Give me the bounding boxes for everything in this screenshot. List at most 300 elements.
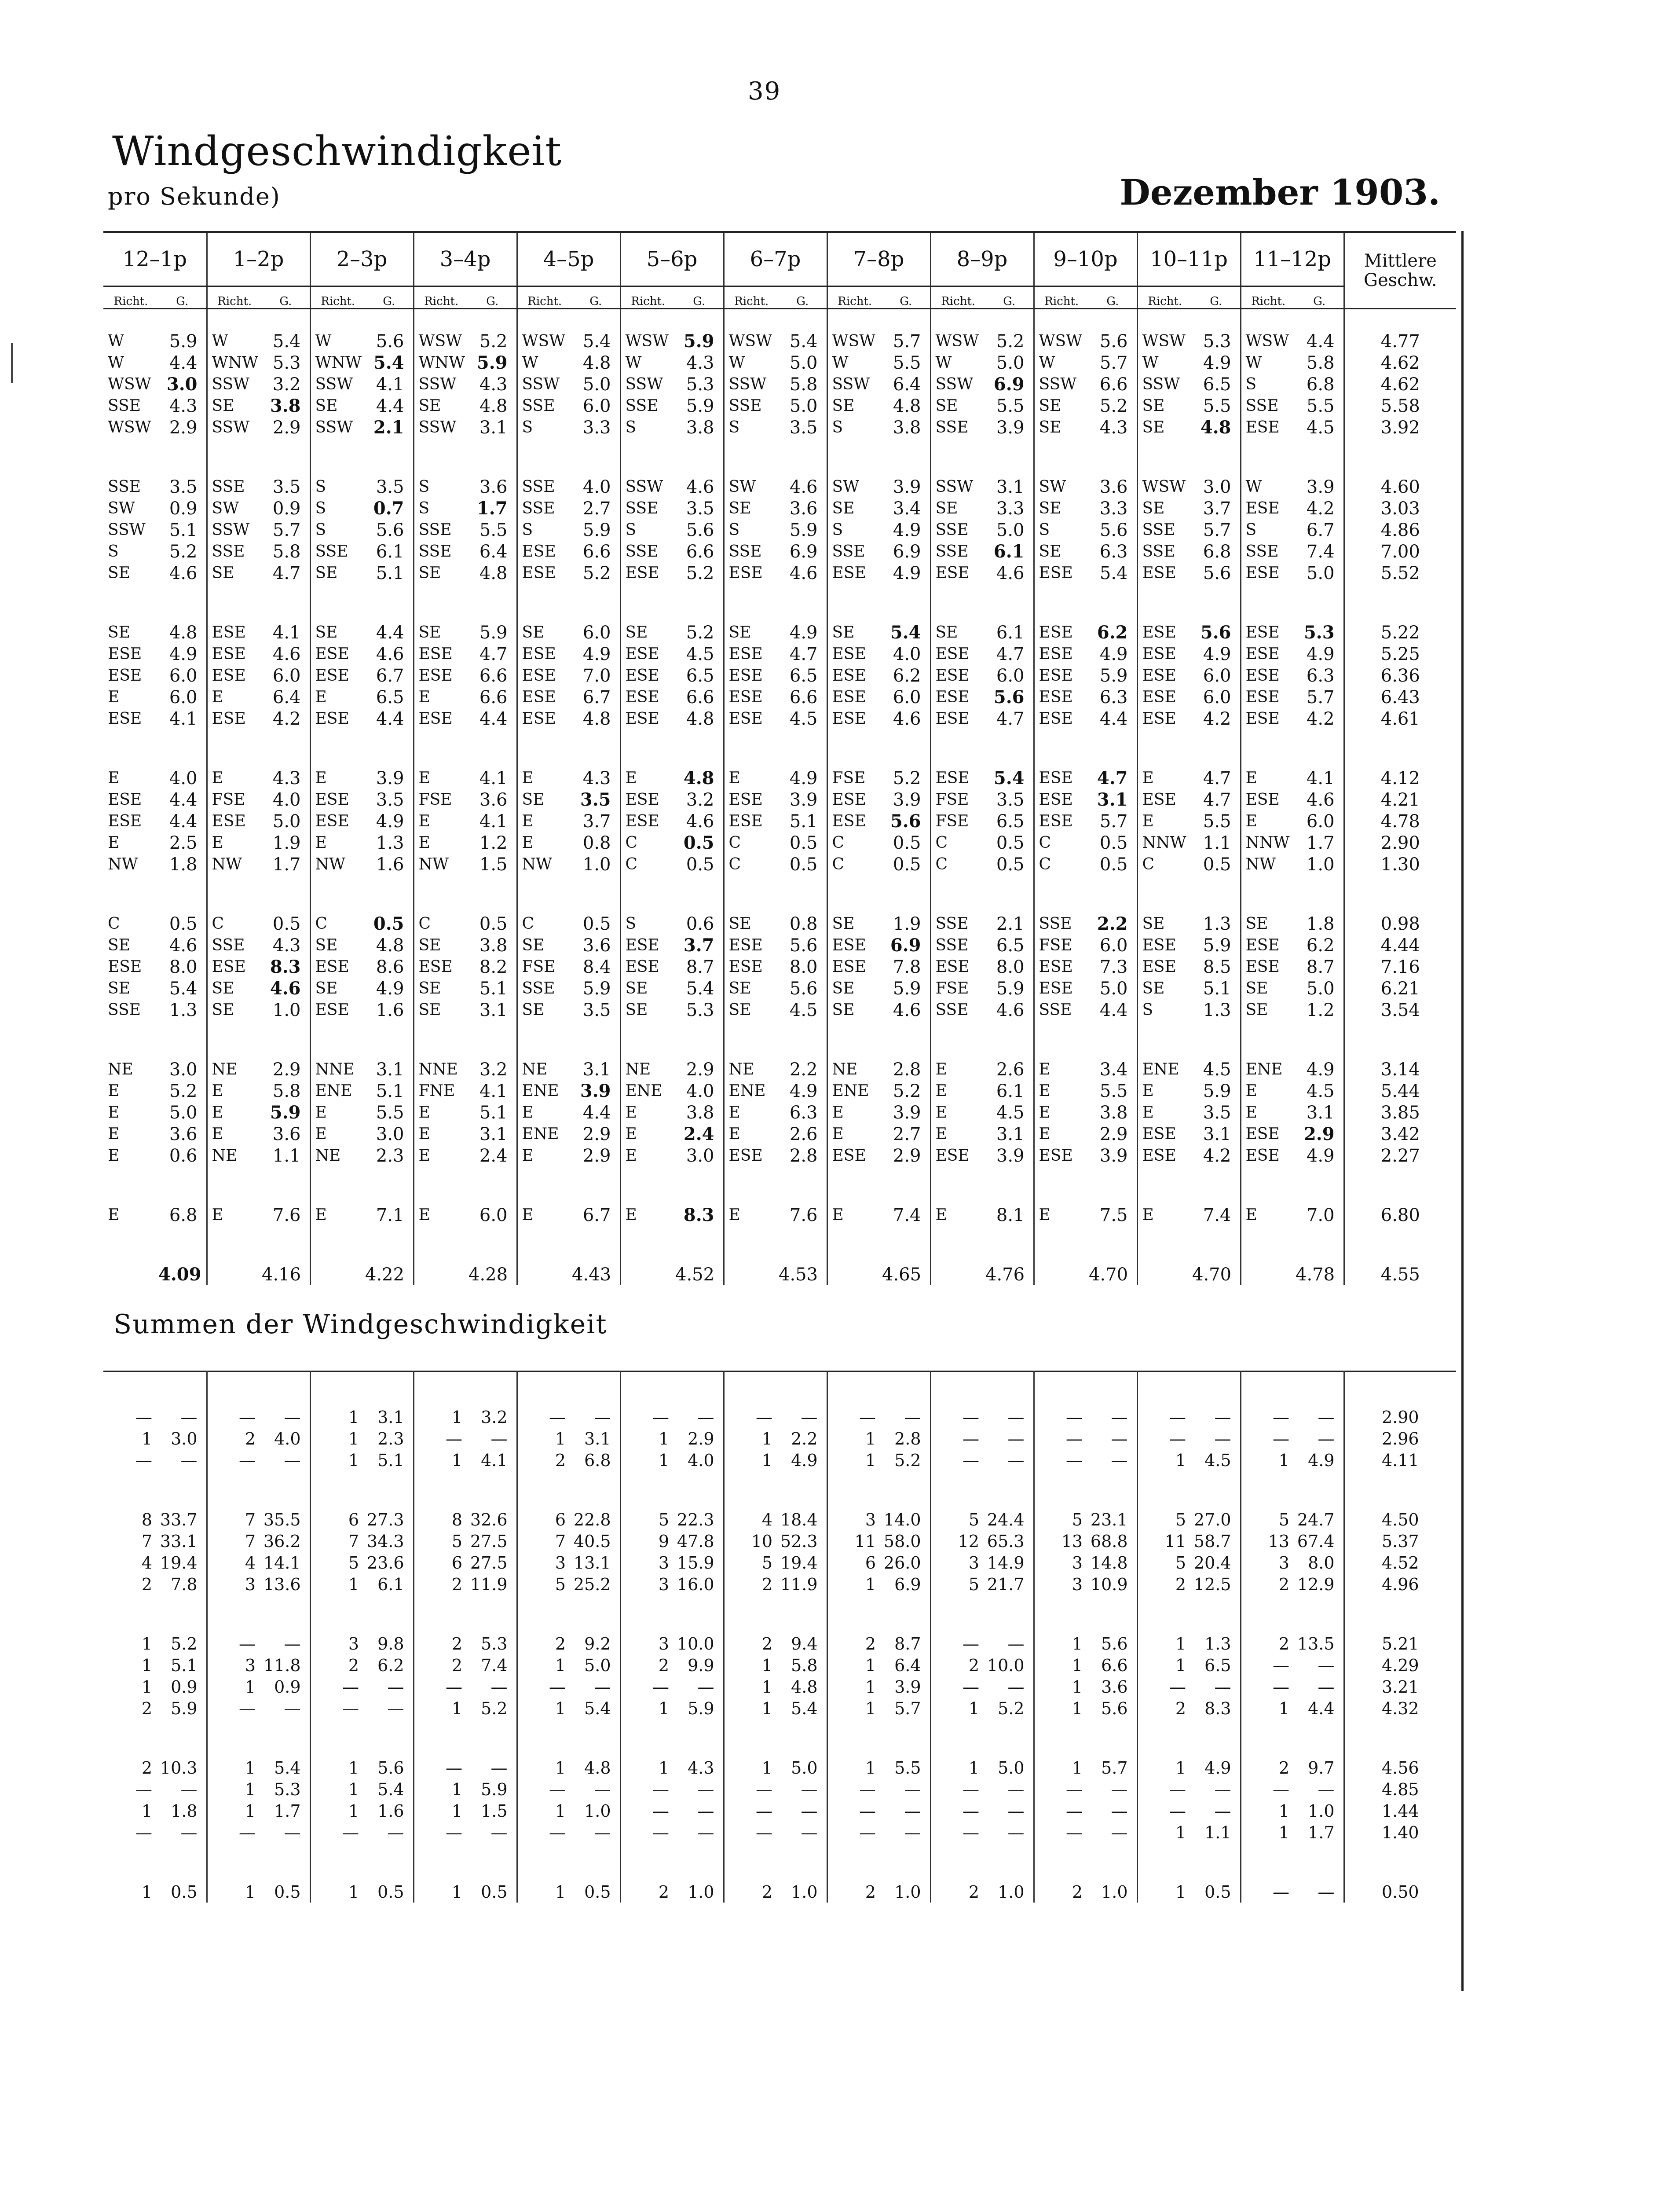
speed-sum: 14.8 xyxy=(1089,1552,1137,1573)
spacer-cell xyxy=(517,584,572,622)
spacer-cell xyxy=(827,1021,882,1059)
data-row xyxy=(103,476,1456,498)
data-row xyxy=(103,956,1456,978)
wind-direction: NE xyxy=(212,1147,238,1165)
spacer-cell xyxy=(207,1226,262,1264)
wind-direction: ESE xyxy=(522,710,556,728)
wind-speed: 6.0 xyxy=(468,1204,517,1226)
spacer-cell xyxy=(103,1021,158,1059)
data-row xyxy=(103,562,1456,584)
wind-speed: 5.2 xyxy=(985,330,1034,352)
row-mean: 7.16 xyxy=(1344,956,1456,978)
wind-speed: 8.0 xyxy=(158,956,207,978)
observation-count: — xyxy=(756,1822,772,1842)
spacer-cell xyxy=(827,584,882,622)
wind-speed: 3.1 xyxy=(468,999,517,1021)
observation-count: — xyxy=(1169,1407,1186,1427)
observation-count: 1 xyxy=(1175,1882,1186,1902)
column-mean: 4.76 xyxy=(985,1264,1034,1285)
wind-speed: 2.9 xyxy=(158,417,207,438)
speed-sum: 0.9 xyxy=(262,1676,310,1698)
spacer-cell xyxy=(1241,1471,1296,1509)
spacer-cell xyxy=(207,1719,262,1757)
wind-direction: SSE xyxy=(1142,521,1175,539)
speed-sum: — xyxy=(1296,1406,1344,1428)
wind-speed: 4.7 xyxy=(985,708,1034,730)
wind-direction: S xyxy=(315,478,326,496)
spacer-cell xyxy=(310,875,365,913)
speed-sum: 4.1 xyxy=(468,1449,517,1471)
spacer-cell xyxy=(930,1471,985,1509)
spacer-cell xyxy=(572,1226,620,1264)
spacer-cell xyxy=(1344,1595,1456,1633)
wind-direction: SSE xyxy=(728,397,762,415)
spacer-cell xyxy=(158,1166,207,1204)
observation-count: — xyxy=(239,1407,256,1427)
speed-label: G. xyxy=(1296,286,1344,309)
wind-speed: 2.8 xyxy=(882,1059,930,1080)
wind-direction: ESE xyxy=(1142,1125,1176,1143)
spacer-cell xyxy=(365,1371,414,1407)
wind-direction: SE xyxy=(315,397,338,415)
spacer-cell xyxy=(724,730,779,767)
row-mean: 4.78 xyxy=(1344,810,1456,832)
spacer-cell xyxy=(1034,1021,1089,1059)
speed-sum: 6.8 xyxy=(572,1449,620,1471)
column-mean: 4.52 xyxy=(675,1264,724,1285)
observation-count: 1 xyxy=(555,1758,566,1778)
observation-count: 10 xyxy=(751,1531,772,1551)
spacer-cell xyxy=(468,438,517,476)
wind-direction: E xyxy=(212,1125,223,1143)
speed-sum: 13.6 xyxy=(262,1573,310,1595)
spacer-cell xyxy=(1296,1166,1344,1204)
speed-sum: — xyxy=(158,1822,207,1843)
wind-speed: 3.0 xyxy=(675,1145,724,1166)
wind-speed: 3.3 xyxy=(1089,498,1137,519)
wind-speed: 2.3 xyxy=(365,1145,414,1166)
wind-speed: 6.5 xyxy=(985,935,1034,956)
wind-speed: 3.1 xyxy=(1192,1123,1241,1145)
column-mean: 4.43 xyxy=(572,1264,620,1285)
wind-speed: 1.1 xyxy=(1192,832,1241,854)
observation-count: 3 xyxy=(1072,1553,1083,1573)
observation-count: — xyxy=(963,1677,979,1697)
spacer-cell xyxy=(414,1719,468,1757)
wind-speed: 6.9 xyxy=(779,541,827,562)
speed-sum: — xyxy=(985,1822,1034,1843)
observation-count: 5 xyxy=(451,1531,462,1551)
speed-sum: 0.5 xyxy=(1192,1881,1241,1903)
speed-sum: — xyxy=(779,1822,827,1843)
wind-speed: 5.9 xyxy=(572,978,620,999)
wind-direction: SE xyxy=(1039,418,1061,436)
sums-top-row xyxy=(103,1371,1456,1407)
speed-sum: 33.1 xyxy=(158,1530,207,1552)
wind-speed: 4.0 xyxy=(572,476,620,498)
spacer-cell xyxy=(262,1595,310,1633)
column-means-row xyxy=(103,1264,1456,1285)
wind-direction: SSE xyxy=(315,543,348,561)
wind-direction: W xyxy=(315,332,332,350)
speed-sum: 4.8 xyxy=(572,1757,620,1778)
wind-speed: 0.5 xyxy=(882,832,930,854)
wind-speed: 5.8 xyxy=(262,1080,310,1102)
speed-sum: — xyxy=(1089,1428,1137,1449)
wind-direction: WSW xyxy=(1245,332,1289,350)
wind-speed: 3.6 xyxy=(468,476,517,498)
wind-direction: E xyxy=(212,688,223,706)
speed-label: G. xyxy=(468,286,517,309)
spacer-cell xyxy=(1344,584,1456,622)
wind-speed: 3.1 xyxy=(468,1123,517,1145)
spacer-cell xyxy=(103,730,158,767)
spacer-cell xyxy=(724,1471,779,1509)
spacer-cell xyxy=(517,1719,572,1757)
row-mean: 3.42 xyxy=(1344,1123,1456,1145)
wind-speed: 5.3 xyxy=(1192,330,1241,352)
direction-mean: 5.37 xyxy=(1344,1530,1456,1552)
wind-speed: 6.1 xyxy=(985,541,1034,562)
speed-sum: 4.9 xyxy=(1192,1757,1241,1778)
direction-mean: 2.90 xyxy=(1344,1406,1456,1428)
spacer-cell xyxy=(1192,1371,1241,1407)
row-mean: 3.54 xyxy=(1344,999,1456,1021)
wind-direction: ESE xyxy=(108,958,142,976)
observation-count: 1 xyxy=(865,1758,876,1778)
spacer-cell xyxy=(207,309,262,331)
speed-sum: 10.0 xyxy=(675,1633,724,1654)
wind-direction: SE xyxy=(212,1001,234,1019)
observation-count: 4 xyxy=(245,1553,256,1573)
speed-sum: 40.5 xyxy=(572,1530,620,1552)
speed-sum: — xyxy=(985,1676,1034,1698)
speed-sum: 27.5 xyxy=(468,1552,517,1573)
sums-title: Summen der Windgeschwindigkeit xyxy=(113,1309,608,1340)
wind-direction: ENE xyxy=(728,1082,766,1100)
wind-direction: ESE xyxy=(832,564,866,582)
wind-speed: 3.8 xyxy=(882,417,930,438)
wind-speed: 1.8 xyxy=(158,854,207,875)
spacer-cell xyxy=(1241,1719,1296,1757)
wind-speed: 6.9 xyxy=(882,541,930,562)
spacer-cell xyxy=(468,1719,517,1757)
wind-speed: 6.6 xyxy=(468,686,517,708)
wind-direction: S xyxy=(108,543,119,561)
wind-direction: E xyxy=(315,1125,327,1143)
spacer-cell xyxy=(1137,1166,1192,1204)
speed-sum: — xyxy=(882,1406,930,1428)
wind-speed: 4.6 xyxy=(779,562,827,584)
direction-mean: 1.40 xyxy=(1344,1822,1456,1843)
wind-direction: ESE xyxy=(1245,936,1280,954)
wind-speed: 1.1 xyxy=(262,1145,310,1166)
wind-speed: 2.9 xyxy=(572,1145,620,1166)
speed-sum: — xyxy=(1296,1654,1344,1676)
observation-count: 7 xyxy=(245,1531,256,1551)
speed-sum: 32.6 xyxy=(468,1509,517,1530)
speed-label: G. xyxy=(1089,286,1137,309)
speed-sum: 9.8 xyxy=(365,1633,414,1654)
speed-sum: 6.2 xyxy=(365,1654,414,1676)
column-mean: 4.53 xyxy=(779,1264,827,1285)
spacer-cell xyxy=(724,1843,779,1881)
spacer-cell xyxy=(103,1719,158,1757)
observation-count: 3 xyxy=(1072,1574,1083,1594)
spacer-cell xyxy=(310,584,365,622)
wind-speed: 4.3 xyxy=(262,767,310,789)
observation-count: 2 xyxy=(245,1429,256,1448)
spacer-cell xyxy=(882,1471,930,1509)
wind-direction: SE xyxy=(108,936,130,954)
wind-speed: 5.7 xyxy=(882,330,930,352)
wind-speed: 1.3 xyxy=(158,999,207,1021)
wind-speed: 5.6 xyxy=(675,519,724,541)
observation-count: 12 xyxy=(958,1531,979,1551)
observation-count: — xyxy=(1066,1822,1083,1842)
speed-sum: 8.0 xyxy=(1296,1552,1344,1573)
wind-speed: 4.6 xyxy=(158,562,207,584)
spacer-cell xyxy=(1344,1471,1456,1509)
wind-direction: SW xyxy=(212,499,239,517)
wind-direction: ESE xyxy=(728,688,763,706)
spacer-cell xyxy=(1344,1371,1456,1407)
wind-speed: 5.2 xyxy=(158,541,207,562)
spacer-cell xyxy=(207,1471,262,1509)
observation-count: — xyxy=(652,1822,669,1842)
row-mean: 3.03 xyxy=(1344,498,1456,519)
spacer-cell xyxy=(414,1471,468,1509)
wind-direction: SSW xyxy=(522,375,560,393)
wind-direction: ESE xyxy=(625,791,659,809)
spacer-cell xyxy=(572,309,620,331)
wind-direction: E xyxy=(418,1206,430,1224)
spacer-cell xyxy=(572,1371,620,1407)
speed-sum: 4.9 xyxy=(779,1449,827,1471)
wind-speed: 5.6 xyxy=(1089,519,1137,541)
wind-direction: NNW xyxy=(1245,834,1290,852)
wind-speed: 6.9 xyxy=(882,935,930,956)
wind-direction: S xyxy=(418,478,430,496)
wind-speed: 5.6 xyxy=(1089,330,1137,352)
speed-label: G. xyxy=(262,286,310,309)
wind-direction: C xyxy=(1039,834,1051,852)
wind-speed: 4.5 xyxy=(779,708,827,730)
wind-speed: 4.8 xyxy=(468,562,517,584)
speed-sum: — xyxy=(882,1822,930,1843)
spacer-cell xyxy=(414,584,468,622)
data-row xyxy=(103,1102,1456,1123)
spacer-cell xyxy=(724,875,779,913)
wind-direction: ESE xyxy=(212,812,246,830)
wind-direction: E xyxy=(1245,1104,1257,1122)
wind-speed: 3.9 xyxy=(985,1145,1034,1166)
spacer-cell xyxy=(468,730,517,767)
wind-direction: NE xyxy=(522,1060,548,1078)
data-row xyxy=(103,330,1456,352)
wind-speed: 4.9 xyxy=(882,562,930,584)
direction-label: Richt. xyxy=(1241,286,1296,309)
speed-sum: — xyxy=(675,1676,724,1698)
spacer-cell xyxy=(517,1021,572,1059)
speed-sum: 58.0 xyxy=(882,1530,930,1552)
wind-speed: 3.5 xyxy=(779,417,827,438)
observation-count: 1 xyxy=(1278,1801,1289,1821)
observation-count: 1 xyxy=(348,1574,359,1594)
wind-direction: ESE xyxy=(522,688,556,706)
wind-direction: SSE xyxy=(935,915,969,933)
wind-direction: E xyxy=(1039,1206,1050,1224)
wind-direction: ESE xyxy=(315,812,349,830)
wind-speed: 4.5 xyxy=(1296,1080,1344,1102)
wind-direction: ESE xyxy=(1245,564,1280,582)
wind-direction: NW xyxy=(1245,855,1276,873)
spacer-cell xyxy=(158,1226,207,1264)
wind-speed: 6.8 xyxy=(1296,374,1344,395)
sums-row xyxy=(103,1881,1456,1903)
spacer-cell xyxy=(779,875,827,913)
wind-direction: ENE xyxy=(315,1082,352,1100)
sums-row xyxy=(103,1800,1456,1822)
spacer-cell xyxy=(1241,1166,1296,1204)
row-mean: 2.90 xyxy=(1344,832,1456,854)
wind-direction: ESE xyxy=(1245,791,1280,809)
wind-direction: SSE xyxy=(1245,397,1279,415)
direction-mean: 4.52 xyxy=(1344,1552,1456,1573)
sums-table xyxy=(103,1371,1456,1903)
spacer-cell xyxy=(1296,438,1344,476)
row-mean: 4.62 xyxy=(1344,352,1456,374)
wind-direction: WSW xyxy=(108,375,151,393)
wind-direction: SSE xyxy=(832,543,865,561)
wind-direction: C xyxy=(625,855,638,873)
wind-speed: 2.4 xyxy=(468,1145,517,1166)
wind-speed: 3.1 xyxy=(572,1059,620,1080)
observation-count: 1 xyxy=(1175,1758,1186,1778)
observation-count: 1 xyxy=(1175,1450,1186,1470)
spacer-cell xyxy=(414,1226,468,1264)
speed-sum: 14.1 xyxy=(262,1552,310,1573)
wind-direction: C xyxy=(728,834,741,852)
wind-direction: C xyxy=(625,834,638,852)
spacer-cell xyxy=(1137,1719,1192,1757)
spacer-cell xyxy=(1089,1371,1137,1407)
wind-speed: 3.9 xyxy=(1296,476,1344,498)
wind-speed: 5.2 xyxy=(572,562,620,584)
data-row xyxy=(103,665,1456,686)
wind-direction: SE xyxy=(1142,979,1165,997)
spacer-cell xyxy=(517,1264,572,1285)
wind-direction: ENE xyxy=(1142,1060,1179,1078)
wind-direction: SSE xyxy=(522,478,555,496)
spacer-cell xyxy=(620,1021,675,1059)
spacer-cell xyxy=(310,730,365,767)
observation-count: — xyxy=(549,1677,566,1697)
observation-count: 1 xyxy=(555,1801,566,1821)
spacer-cell xyxy=(882,584,930,622)
spacer-row xyxy=(103,1471,1456,1509)
wind-direction: SSW xyxy=(212,521,250,539)
spacer-cell xyxy=(1241,1264,1296,1285)
wind-speed: 5.4 xyxy=(572,330,620,352)
spacer-cell xyxy=(882,1021,930,1059)
spacer-cell xyxy=(207,1264,262,1285)
spacer-cell xyxy=(1241,1595,1296,1633)
observation-count: 1 xyxy=(141,1801,152,1821)
wind-speed: 6.7 xyxy=(572,1204,620,1226)
observation-count: 1 xyxy=(348,1429,359,1448)
wind-direction: E xyxy=(315,769,327,787)
speed-sum: 1.6 xyxy=(365,1800,414,1822)
spacer-cell xyxy=(620,438,675,476)
wind-direction: C xyxy=(418,915,431,933)
spacer-cell xyxy=(414,730,468,767)
wind-speed: 5.6 xyxy=(365,330,414,352)
wind-speed: 5.0 xyxy=(262,810,310,832)
spacer-cell xyxy=(827,1264,882,1285)
spacer-cell xyxy=(103,1471,158,1509)
sums-row xyxy=(103,1822,1456,1843)
spacer-cell xyxy=(414,1371,468,1407)
sums-row xyxy=(103,1676,1456,1698)
data-row xyxy=(103,1204,1456,1226)
wind-direction: SSW xyxy=(832,375,870,393)
wind-speed: 3.6 xyxy=(1089,476,1137,498)
observation-count: — xyxy=(963,1407,979,1427)
wind-direction: SW xyxy=(832,478,860,496)
wind-speed: 6.2 xyxy=(1089,622,1137,643)
speed-sum: 58.7 xyxy=(1192,1530,1241,1552)
observation-count: 2 xyxy=(1278,1758,1289,1778)
wind-speed: 3.1 xyxy=(365,1059,414,1080)
wind-speed: 4.0 xyxy=(882,643,930,665)
speed-sum: — xyxy=(572,1676,620,1698)
observation-count: 2 xyxy=(658,1655,669,1675)
speed-sum: 7.8 xyxy=(158,1573,207,1595)
wind-direction: ESE xyxy=(315,667,349,685)
page-number: 39 xyxy=(748,77,781,106)
wind-direction: SSE xyxy=(1039,1001,1072,1019)
wind-speed: 5.4 xyxy=(882,622,930,643)
speed-sum: 6.6 xyxy=(1089,1654,1137,1676)
wind-direction: SE xyxy=(832,979,855,997)
wind-speed: 7.0 xyxy=(572,665,620,686)
observation-count: 5 xyxy=(555,1574,566,1594)
wind-direction: FNE xyxy=(418,1082,455,1100)
observation-count: — xyxy=(135,1822,152,1842)
wind-direction: ESE xyxy=(625,812,659,830)
wind-speed: 7.5 xyxy=(1089,1204,1137,1226)
wind-speed: 3.7 xyxy=(1192,498,1241,519)
spacer-cell xyxy=(468,1595,517,1633)
spacer-cell xyxy=(1137,875,1192,913)
spacer-cell xyxy=(1034,1166,1089,1204)
speed-sum: 11.9 xyxy=(779,1573,827,1595)
spacer-cell xyxy=(365,1166,414,1204)
spacer-cell xyxy=(207,1166,262,1204)
data-row xyxy=(103,854,1456,875)
wind-speed: 6.6 xyxy=(675,541,724,562)
wind-direction: ESE xyxy=(1245,958,1280,976)
direction-mean: 4.96 xyxy=(1344,1573,1456,1595)
wind-direction: SE xyxy=(418,564,441,582)
speed-sum: — xyxy=(365,1676,414,1698)
wind-direction: C xyxy=(522,915,534,933)
speed-sum: — xyxy=(985,1800,1034,1822)
wind-speed: 3.0 xyxy=(158,374,207,395)
speed-sum: 4.9 xyxy=(1296,1449,1344,1471)
observation-count: — xyxy=(446,1758,462,1778)
